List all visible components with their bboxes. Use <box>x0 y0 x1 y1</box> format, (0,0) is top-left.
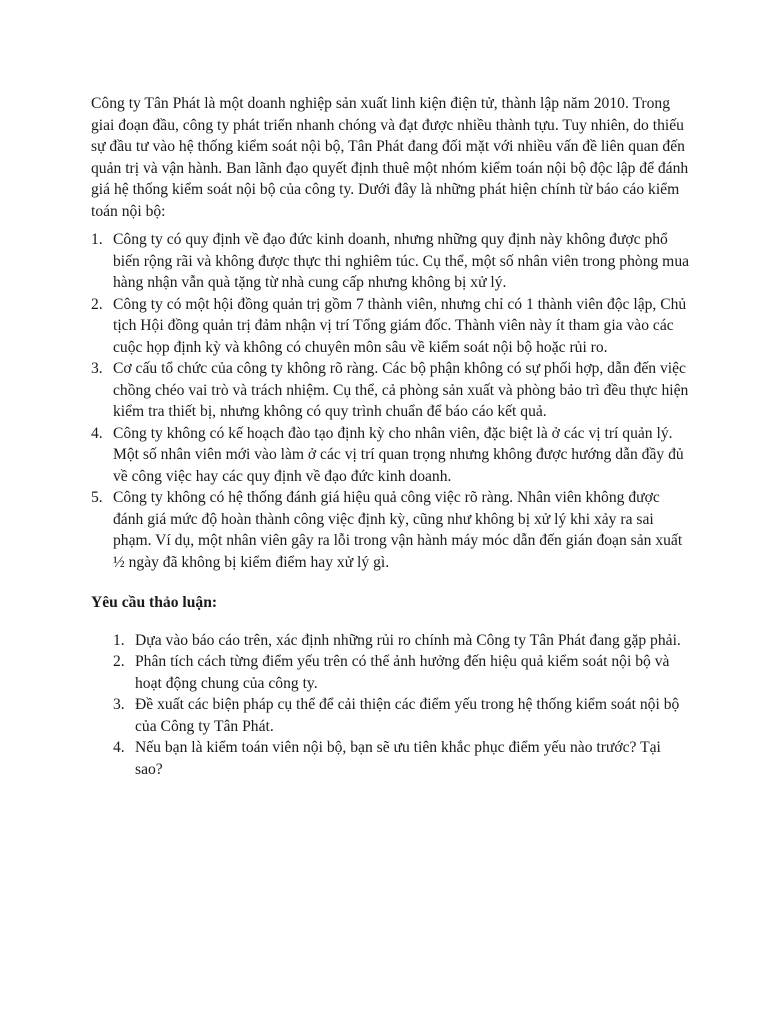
finding-number: 3. <box>91 360 103 377</box>
finding-number: 2. <box>91 295 103 313</box>
finding-number: 4. <box>91 424 103 442</box>
finding-item <box>91 423 691 488</box>
questions-list <box>91 630 691 781</box>
document-page <box>91 93 691 780</box>
question-number: 2. <box>113 653 125 670</box>
finding-number: 5. <box>91 489 103 506</box>
finding-text: Công ty có một hội đồng quản trị gồm 7 thành viên, nhưng chỉ có 1 thành viên độc lập, Chủ tịch Hội đồng quản trị đảm nhận vị trí Tổng giám đốc. Thành viên này ít tham gia vào các cuộc họp định kỳ và không có chuyên môn sâu về kiểm soát nội bộ hoặc rủi ro. <box>113 295 687 356</box>
finding-text: Công ty có quy định về đạo đức kinh doanh, nhưng những quy định này không được phổ biến rộng rãi và không được thực thi nghiêm túc. Cụ thể, một số nhân viên trong phòng mua hàng nhận vẫn quà tặng từ nhà cung cấp nhưng không bị xử lý. <box>113 231 690 291</box>
finding-text: Cơ cấu tổ chức của công ty không rõ ràng. Các bộ phận không có sự phối hợp, dẫn đến việc chồng chéo vai trò và trách nhiệm. Cụ thể, cả phòng sản xuất và phòng bảo trì đều thực hiện kiểm tra thiết bị, nhưng không có quy trình chuẩn để báo cáo kết quả. <box>113 360 689 420</box>
question-number: 3. <box>113 696 125 713</box>
finding-item <box>91 358 691 423</box>
findings-list <box>91 229 691 573</box>
question-text: Đề xuất các biện pháp cụ thể để cải thiện các điểm yếu trong hệ thống kiểm soát nội bộ của Công ty Tân Phát. <box>135 696 680 735</box>
question-item <box>91 694 691 737</box>
finding-number: 1. <box>91 231 103 248</box>
finding-item <box>91 229 691 294</box>
discussion-heading: Yêu cầu thảo luận: <box>91 594 218 611</box>
question-text: Dựa vào báo cáo trên, xác định những rủi ro chính mà Công ty Tân Phát đang gặp phải. <box>135 631 681 649</box>
question-number: 4. <box>113 739 125 756</box>
question-item <box>91 630 691 652</box>
question-item <box>91 651 691 694</box>
finding-item <box>91 487 691 573</box>
question-text: Phân tích cách từng điểm yếu trên có thể ảnh hưởng đến hiệu quả kiểm soát nội bộ và hoạt động chung của công ty. <box>135 653 670 692</box>
finding-item <box>91 294 691 359</box>
question-item <box>91 737 691 780</box>
intro-paragraph: Công ty Tân Phát là một doanh nghiệp sản xuất linh kiện điện tử, thành lập năm 2010. Trong giai đoạn đầu, công ty phát triển nhanh chóng và đạt được nhiều thành tựu. Tuy nhiên, do thiếu sự đầu tư vào hệ thống kiểm soát nội bộ, Tân Phát đang đối mặt với nhiều vấn đề liên quan đến quản trị và vận hành. Ban lãnh đạo quyết định thuê một nhóm kiểm toán nội bộ độc lập để đánh giá hệ thống kiểm soát nội bộ của công ty. Dưới đây là những phát hiện chính từ báo cáo kiểm toán nội bộ: <box>91 95 689 220</box>
finding-text: Công ty không có hệ thống đánh giá hiệu quả công việc rõ ràng. Nhân viên không được đánh giá mức độ hoàn thành công việc định kỳ, cũng như không bị xử lý khi xảy ra sai phạm. Ví dụ, một nhân viên gây ra lỗi trong vận hành máy móc dẫn đến gián đoạn sản xuất ½ ngày đã không bị kiểm điểm hay xử lý gì. <box>113 489 683 571</box>
question-number: 1. <box>113 631 125 649</box>
question-text: Nếu bạn là kiểm toán viên nội bộ, bạn sẽ ưu tiên khắc phục điểm yếu nào trước? Tại sao? <box>135 739 661 778</box>
finding-text: Công ty không có kế hoạch đào tạo định kỳ cho nhân viên, đặc biệt là ở các vị trí quản lý. Một số nhân viên mới vào làm ở các vị trí quan trọng nhưng không được hướng dẫn đầy đủ về công việc hay các quy định về đạo đức kinh doanh. <box>113 424 684 485</box>
